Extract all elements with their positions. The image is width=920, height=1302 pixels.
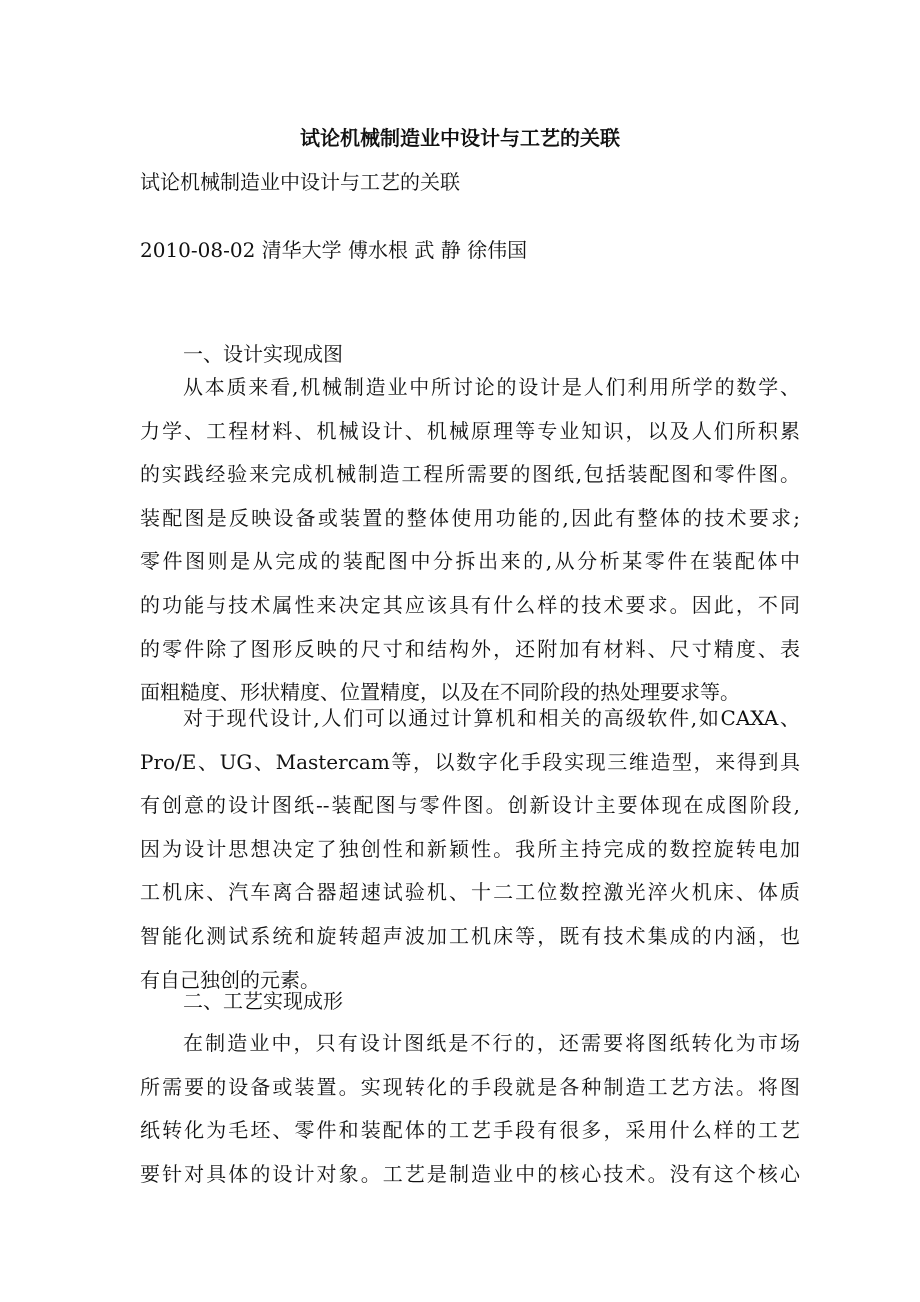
text-line: 的实践经验来完成机械制造工程所需要的图纸,包括装配图和零件图。 <box>140 462 800 487</box>
section-heading-1: 一、设计实现成图 <box>183 342 343 366</box>
text-line: 对于现代设计,人们可以通过计算机和相关的高级软件,如CAXA、 <box>183 706 800 730</box>
text-line: 要针对具体的设计对象。工艺是制造业中的核心技术。没有这个核心 <box>140 1161 800 1186</box>
text-line: 从本质来看,机械制造业中所讨论的设计是人们利用所学的数学、 <box>183 375 800 399</box>
text-line: 因为设计思想决定了独创性和新颖性。我所主持完成的数控旋转电加 <box>140 836 800 861</box>
paragraph-2 <box>140 697 800 1002</box>
document-subtitle: 试论机械制造业中设计与工艺的关联 <box>140 170 460 194</box>
text-line: 所需要的设备或装置。实现转化的手段就是各种制造工艺方法。将图 <box>140 1074 800 1099</box>
text-line: 面粗糙度、形状精度、位置精度，以及在不同阶段的热处理要求等。 <box>140 680 740 705</box>
text-line: 纸转化为毛坯、零件和装配体的工艺手段有很多，采用什么样的工艺 <box>140 1118 800 1143</box>
text-line: 有创意的设计图纸--装配图与零件图。创新设计主要体现在成图阶段, <box>140 793 800 818</box>
text-line: 智能化测试系统和旋转超声波加工机床等，既有技术集成的内涵，也 <box>140 923 800 948</box>
text-line: 的功能与技术属性来决定其应该具有什么样的技术要求。因此，不同 <box>140 592 800 617</box>
text-line: 工机床、汽车离合器超速试验机、十二工位数控激光淬火机床、体质 <box>140 880 800 905</box>
paragraph-3 <box>140 1022 800 1196</box>
byline: 2010-08-02 清华大学 傅水根 武 静 徐伟国 <box>140 238 528 262</box>
text-line: 在制造业中，只有设计图纸是不行的，还需要将图纸转化为市场 <box>183 1031 800 1055</box>
document-title: 试论机械制造业中设计与工艺的关联 <box>300 126 620 150</box>
text-line: 力学、工程材料、机械设计、机械原理等专业知识，以及人们所积累 <box>140 418 800 443</box>
text-line: 零件图则是从完成的装配图中分拆出来的,从分析某零件在装配体中 <box>140 549 800 574</box>
text-line: Pro/E、UG、Mastercam等，以数字化手段实现三维造型，来得到具 <box>140 749 800 774</box>
text-line: 装配图是反映设备或装置的整体使用功能的,因此有整体的技术要求; <box>140 505 800 530</box>
text-line: 的零件除了图形反映的尺寸和结构外，还附加有材料、尺寸精度、表 <box>140 636 800 661</box>
paragraph-1 <box>140 366 800 715</box>
text-line: 有自己独创的元素。 <box>140 967 320 992</box>
section-heading-2: 二、工艺实现成形 <box>183 989 343 1013</box>
